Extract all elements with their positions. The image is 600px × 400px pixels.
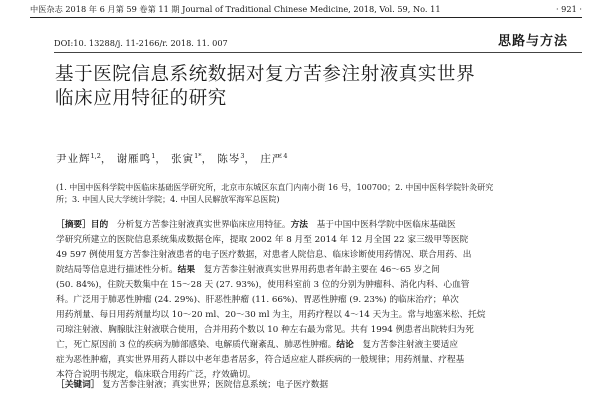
author-list [56, 149, 288, 166]
author: 陈岑$^3$， [217, 152, 261, 165]
abstract-text: 分析复方苦参注射液真实世界临床应用特征。 [108, 220, 291, 230]
author: 庄严$^4$ [260, 152, 288, 165]
abstract-line [56, 248, 576, 263]
affiliation-line: 所；3. 中国人民大学统计学院；4. 中国人民解放军海军总医院) [56, 195, 280, 204]
abstract-text: 司琼注射液、胸腺肽注射液联合使用，合并用药个数以 10 种左右最为常见。共有 1994 例患者出院转归为死 [56, 325, 474, 335]
title-line-1: 基于医院信息系统数据对复方苦参注射液真实世界 [55, 64, 476, 85]
header-rule [30, 17, 582, 18]
running-header-left: 中医杂志 2018 年 6 月第 59 卷第 11 期 Journal of Traditional Chinese Medicine, 2018, Vol. 59, No. 11 [30, 4, 441, 14]
abstract-label: ［摘要］ [56, 220, 91, 230]
abstract-text: (50. 84%)，住院天数集中在 15～28 天 (27. 93%)，使用科室前 3 位的分别为肿瘤科、消化内科、心血管 [56, 280, 470, 290]
doi: DOI:10. 13288/j. 11-2166/r. 2018. 11. 007 [54, 38, 228, 48]
article-title [55, 63, 575, 111]
abstract-text: 本符合说明书规定，临床联合用药广泛，疗效确切。 [56, 370, 256, 380]
abstract-line [56, 278, 576, 293]
abstract-text: 亡，死亡原因前 3 位的疾病为肺部感染、电解质代谢紊乱、肺恶性肿瘤。 [56, 340, 337, 350]
abstract-line [56, 263, 576, 278]
abstract-line [56, 353, 576, 368]
abstract-text: 复方苦参注射液真实世界用药患者年龄主要在 46～65 岁之间 [195, 265, 440, 275]
affiliations [56, 182, 576, 206]
author: 尹业辉$^{1,2}$， [56, 152, 117, 165]
abstract-section-heading: 结论 [336, 340, 354, 350]
keywords-label: ［关键词］ [56, 380, 100, 390]
keywords-text: 复方苦参注射液；真实世界；医院信息系统；电子医疗数据 [102, 380, 329, 390]
abstract-text: 症为恶性肿瘤，真实世界用药人群以中老年患者居多，符合适应症人群疾病的一般规律；用药剂量、疗程基 [56, 355, 465, 365]
abstract-line [56, 218, 576, 233]
affiliation-line: (1. 中国中医科学院中医临床基础医学研究所，北京市东城区东直门内南小街 16 号，100700；2. 中国中医科学院针灸研究 [56, 183, 494, 192]
column-label: 思路与方法 [497, 34, 568, 49]
abstract-text: 院结局等信息进行描述性分析。 [56, 265, 178, 275]
author: 张寅$^{1*}$， [171, 152, 218, 165]
abstract-line [56, 233, 576, 248]
abstract-line [56, 338, 576, 353]
keywords [56, 378, 576, 393]
abstract-section-heading: 结果 [177, 265, 195, 275]
author: 谢雁鸣$^1$， [116, 152, 172, 165]
abstract-text: 基于中国中医科学院中医临床基础医 [307, 220, 456, 230]
title-line-2: 临床应用特征的研究 [55, 88, 227, 109]
page-number: · 921 · [555, 4, 582, 14]
abstract-section-heading: 目的 [90, 220, 109, 230]
abstract-line [56, 308, 576, 323]
column-rule [54, 52, 582, 53]
abstract-line [56, 323, 576, 338]
abstract [56, 218, 576, 383]
abstract-text: 学研究所建立的医院信息系统集成数据仓库，提取 2002 年 8 月至 2014 年 12 月全国 22 家三级甲等医院 [56, 235, 469, 245]
abstract-section-heading: 方法 [290, 220, 308, 230]
abstract-text: 49 597 例使用复方苦参注射液患者的电子医疗数据，对患者人院信息、临床诊断使用药情况、联合用药、出 [56, 250, 472, 260]
abstract-text: 复方苦参注射液主要适应 [353, 340, 458, 350]
journal-running-header [30, 1, 582, 17]
abstract-text: 用药剂量、每日用药剂量均以 10～20 ml、20～30 ml 为主，用药疗程以 4～14 天为主。常与地塞米松、托烷 [56, 310, 486, 320]
abstract-line [56, 293, 576, 308]
abstract-text: 科。广泛用于肺恶性肿瘤 (24. 29%)、肝恶性肿瘤 (11. 66%)、胃恶性肿瘤 (9. 23%) 的临床治疗；单次 [56, 295, 459, 305]
